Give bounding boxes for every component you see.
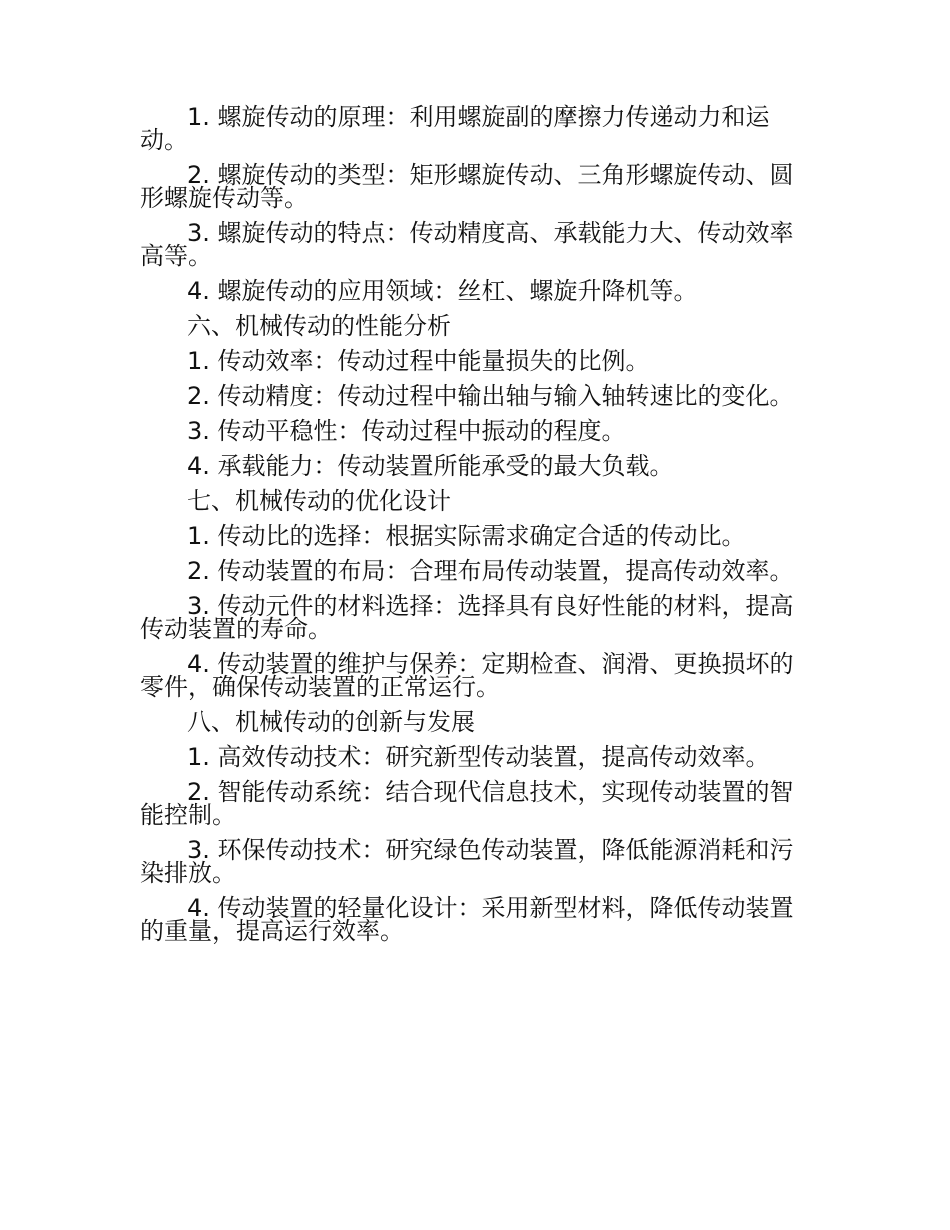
paragraph-green-tech: 3. 环保传动技术：研究绿色传动装置，降低能源消耗和污染排放。 — [140, 836, 794, 887]
paragraph-screw-principle: 1. 螺旋传动的原理：利用螺旋副的摩擦力传递动力和运动。 — [140, 103, 770, 154]
paragraph-lightweight-design: 4. 传动装置的轻量化设计：采用新型材料，降低传动装置的重量，提高运行效率。 — [140, 894, 794, 945]
section-heading-optimization: 七、机械传动的优化设计 — [187, 487, 451, 515]
paragraph-smart-system: 2. 智能传动系统：结合现代信息技术，实现传动装置的智能控制。 — [140, 778, 794, 829]
paragraph-load-capacity: 4. 承载能力：传动装置所能承受的最大负载。 — [187, 452, 674, 480]
paragraph-high-efficiency-tech: 1. 高效传动技术：研究新型传动装置，提高传动效率。 — [187, 743, 770, 771]
paragraph-ratio-selection: 1. 传动比的选择：根据实际需求确定合适的传动比。 — [187, 522, 746, 550]
section-heading-innovation: 八、机械传动的创新与发展 — [187, 708, 475, 736]
paragraph-material-selection: 3. 传动元件的材料选择：选择具有良好性能的材料，提高传动装置的寿命。 — [140, 592, 794, 643]
section-heading-performance: 六、机械传动的性能分析 — [187, 312, 451, 340]
paragraph-precision: 2. 传动精度：传动过程中输出轴与输入轴转速比的变化。 — [187, 382, 794, 410]
paragraph-screw-features: 3. 螺旋传动的特点：传动精度高、承载能力大、传动效率高等。 — [140, 219, 794, 270]
paragraph-layout: 2. 传动装置的布局：合理布局传动装置，提高传动效率。 — [187, 557, 794, 585]
paragraph-screw-types: 2. 螺旋传动的类型：矩形螺旋传动、三角形螺旋传动、圆形螺旋传动等。 — [140, 161, 794, 212]
paragraph-stability: 3. 传动平稳性：传动过程中振动的程度。 — [187, 417, 626, 445]
paragraph-efficiency: 1. 传动效率：传动过程中能量损失的比例。 — [187, 347, 650, 375]
paragraph-maintenance: 4. 传动装置的维护与保养：定期检查、润滑、更换损坏的零件，确保传动装置的正常运行。 — [140, 650, 794, 701]
paragraph-screw-applications: 4. 螺旋传动的应用领域：丝杠、螺旋升降机等。 — [187, 277, 698, 305]
document-page — [140, 103, 812, 955]
